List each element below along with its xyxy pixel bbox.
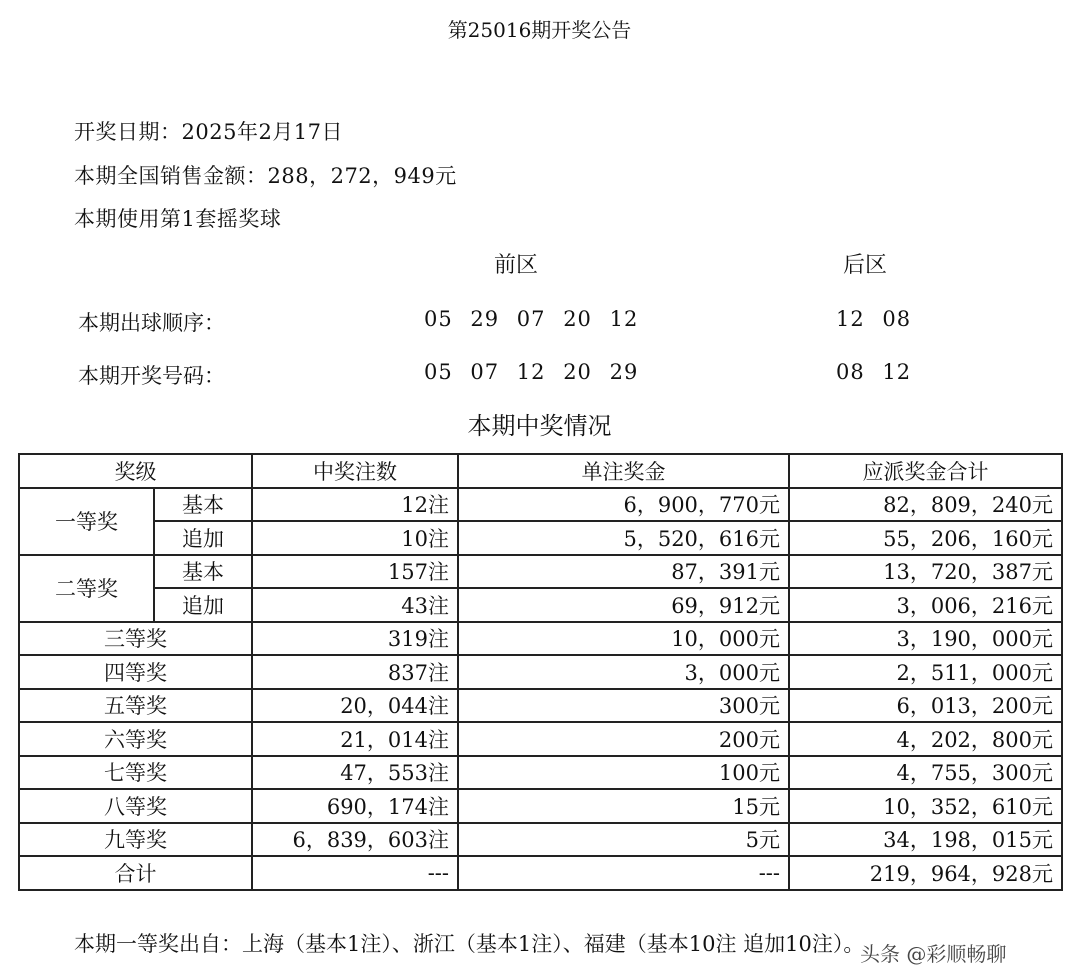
draw-order-back: 12 08 <box>836 307 912 331</box>
count-cell: 157注 <box>252 555 458 589</box>
sub-level-cell: 基本 <box>154 488 252 522</box>
header-prize: 单注奖金 <box>458 454 789 488</box>
count-cell: 690，174注 <box>252 789 458 823</box>
table-row <box>19 588 1062 622</box>
count-cell: 837注 <box>252 655 458 689</box>
section-title: 本期中奖情况 <box>467 412 612 440</box>
total-cell: 55，206，160元 <box>789 521 1062 555</box>
prize-cell: 5元 <box>458 823 789 857</box>
total-cell: 219，964，928元 <box>789 856 1062 890</box>
level-cell: 九等奖 <box>19 823 252 857</box>
prize-table <box>18 453 1063 891</box>
count-cell: --- <box>252 856 458 890</box>
draw-order-label: 本期出球顺序： <box>78 311 225 335</box>
count-cell: 20，044注 <box>252 689 458 723</box>
total-cell: 10，352，610元 <box>789 789 1062 823</box>
count-cell: 43注 <box>252 588 458 622</box>
draw-date: 开奖日期：2025年2月17日 <box>74 120 344 144</box>
count-cell: 47，553注 <box>252 756 458 790</box>
prize-cell: 100元 <box>458 756 789 790</box>
prize-cell: --- <box>458 856 789 890</box>
prize-cell: 69，912元 <box>458 588 789 622</box>
level-cell: 四等奖 <box>19 655 252 689</box>
table-row <box>19 622 1062 656</box>
prize-cell: 300元 <box>458 689 789 723</box>
watermark: 头条 @彩顺畅聊 <box>860 942 1007 966</box>
prize-cell: 15元 <box>458 789 789 823</box>
total-cell: 3，006，216元 <box>789 588 1062 622</box>
prize-cell: 200元 <box>458 722 789 756</box>
first-prize-origin-note: 本期一等奖出自：上海（基本1注）、浙江（基本1注）、福建（基本10注 追加10注）。 <box>74 932 865 956</box>
prize-cell: 87，391元 <box>458 555 789 589</box>
header-level: 奖级 <box>19 454 252 488</box>
draw-order-front: 05 29 07 20 12 <box>424 307 639 331</box>
prize-cell: 3，000元 <box>458 655 789 689</box>
count-cell: 319注 <box>252 622 458 656</box>
table-row <box>19 521 1062 555</box>
count-cell: 6，839，603注 <box>252 823 458 857</box>
level-cell: 三等奖 <box>19 622 252 656</box>
level-cell: 六等奖 <box>19 722 252 756</box>
total-cell: 4，755，300元 <box>789 756 1062 790</box>
total-cell: 4，202，800元 <box>789 722 1062 756</box>
back-zone-header: 后区 <box>843 253 888 278</box>
table-row <box>19 756 1062 790</box>
page-title: 第25016期开奖公告 <box>447 18 632 42</box>
total-cell: 2，511，000元 <box>789 655 1062 689</box>
prize-cell: 6，900，770元 <box>458 488 789 522</box>
sub-level-cell: 追加 <box>154 588 252 622</box>
total-cell: 3，190，000元 <box>789 622 1062 656</box>
table-row <box>19 789 1062 823</box>
winning-numbers-back: 08 12 <box>836 360 912 384</box>
header-total: 应派奖金合计 <box>789 454 1062 488</box>
count-cell: 10注 <box>252 521 458 555</box>
table-row <box>19 722 1062 756</box>
level-cell: 一等奖 <box>19 488 154 555</box>
table-row <box>19 555 1062 589</box>
prize-cell: 10，000元 <box>458 622 789 656</box>
level-cell: 五等奖 <box>19 689 252 723</box>
total-cell: 13，720，387元 <box>789 555 1062 589</box>
table-total-row <box>19 856 1062 890</box>
table-row <box>19 488 1062 522</box>
winning-numbers-label: 本期开奖号码： <box>78 364 225 388</box>
prize-cell: 5，520，616元 <box>458 521 789 555</box>
table-row <box>19 823 1062 857</box>
ball-set: 本期使用第1套摇奖球 <box>74 207 282 231</box>
sales-amount: 本期全国销售金额：288，272，949元 <box>74 164 457 188</box>
count-cell: 12注 <box>252 488 458 522</box>
table-row <box>19 689 1062 723</box>
count-cell: 21，014注 <box>252 722 458 756</box>
winning-numbers-front: 05 07 12 20 29 <box>424 360 639 384</box>
sub-level-cell: 基本 <box>154 555 252 589</box>
level-cell: 合计 <box>19 856 252 890</box>
sub-level-cell: 追加 <box>154 521 252 555</box>
level-cell: 七等奖 <box>19 756 252 790</box>
table-header-row <box>19 454 1062 488</box>
total-cell: 34，198，015元 <box>789 823 1062 857</box>
total-cell: 82，809，240元 <box>789 488 1062 522</box>
header-count: 中奖注数 <box>252 454 458 488</box>
front-zone-header: 前区 <box>494 253 539 278</box>
table-row <box>19 655 1062 689</box>
total-cell: 6，013，200元 <box>789 689 1062 723</box>
level-cell: 八等奖 <box>19 789 252 823</box>
level-cell: 二等奖 <box>19 555 154 622</box>
